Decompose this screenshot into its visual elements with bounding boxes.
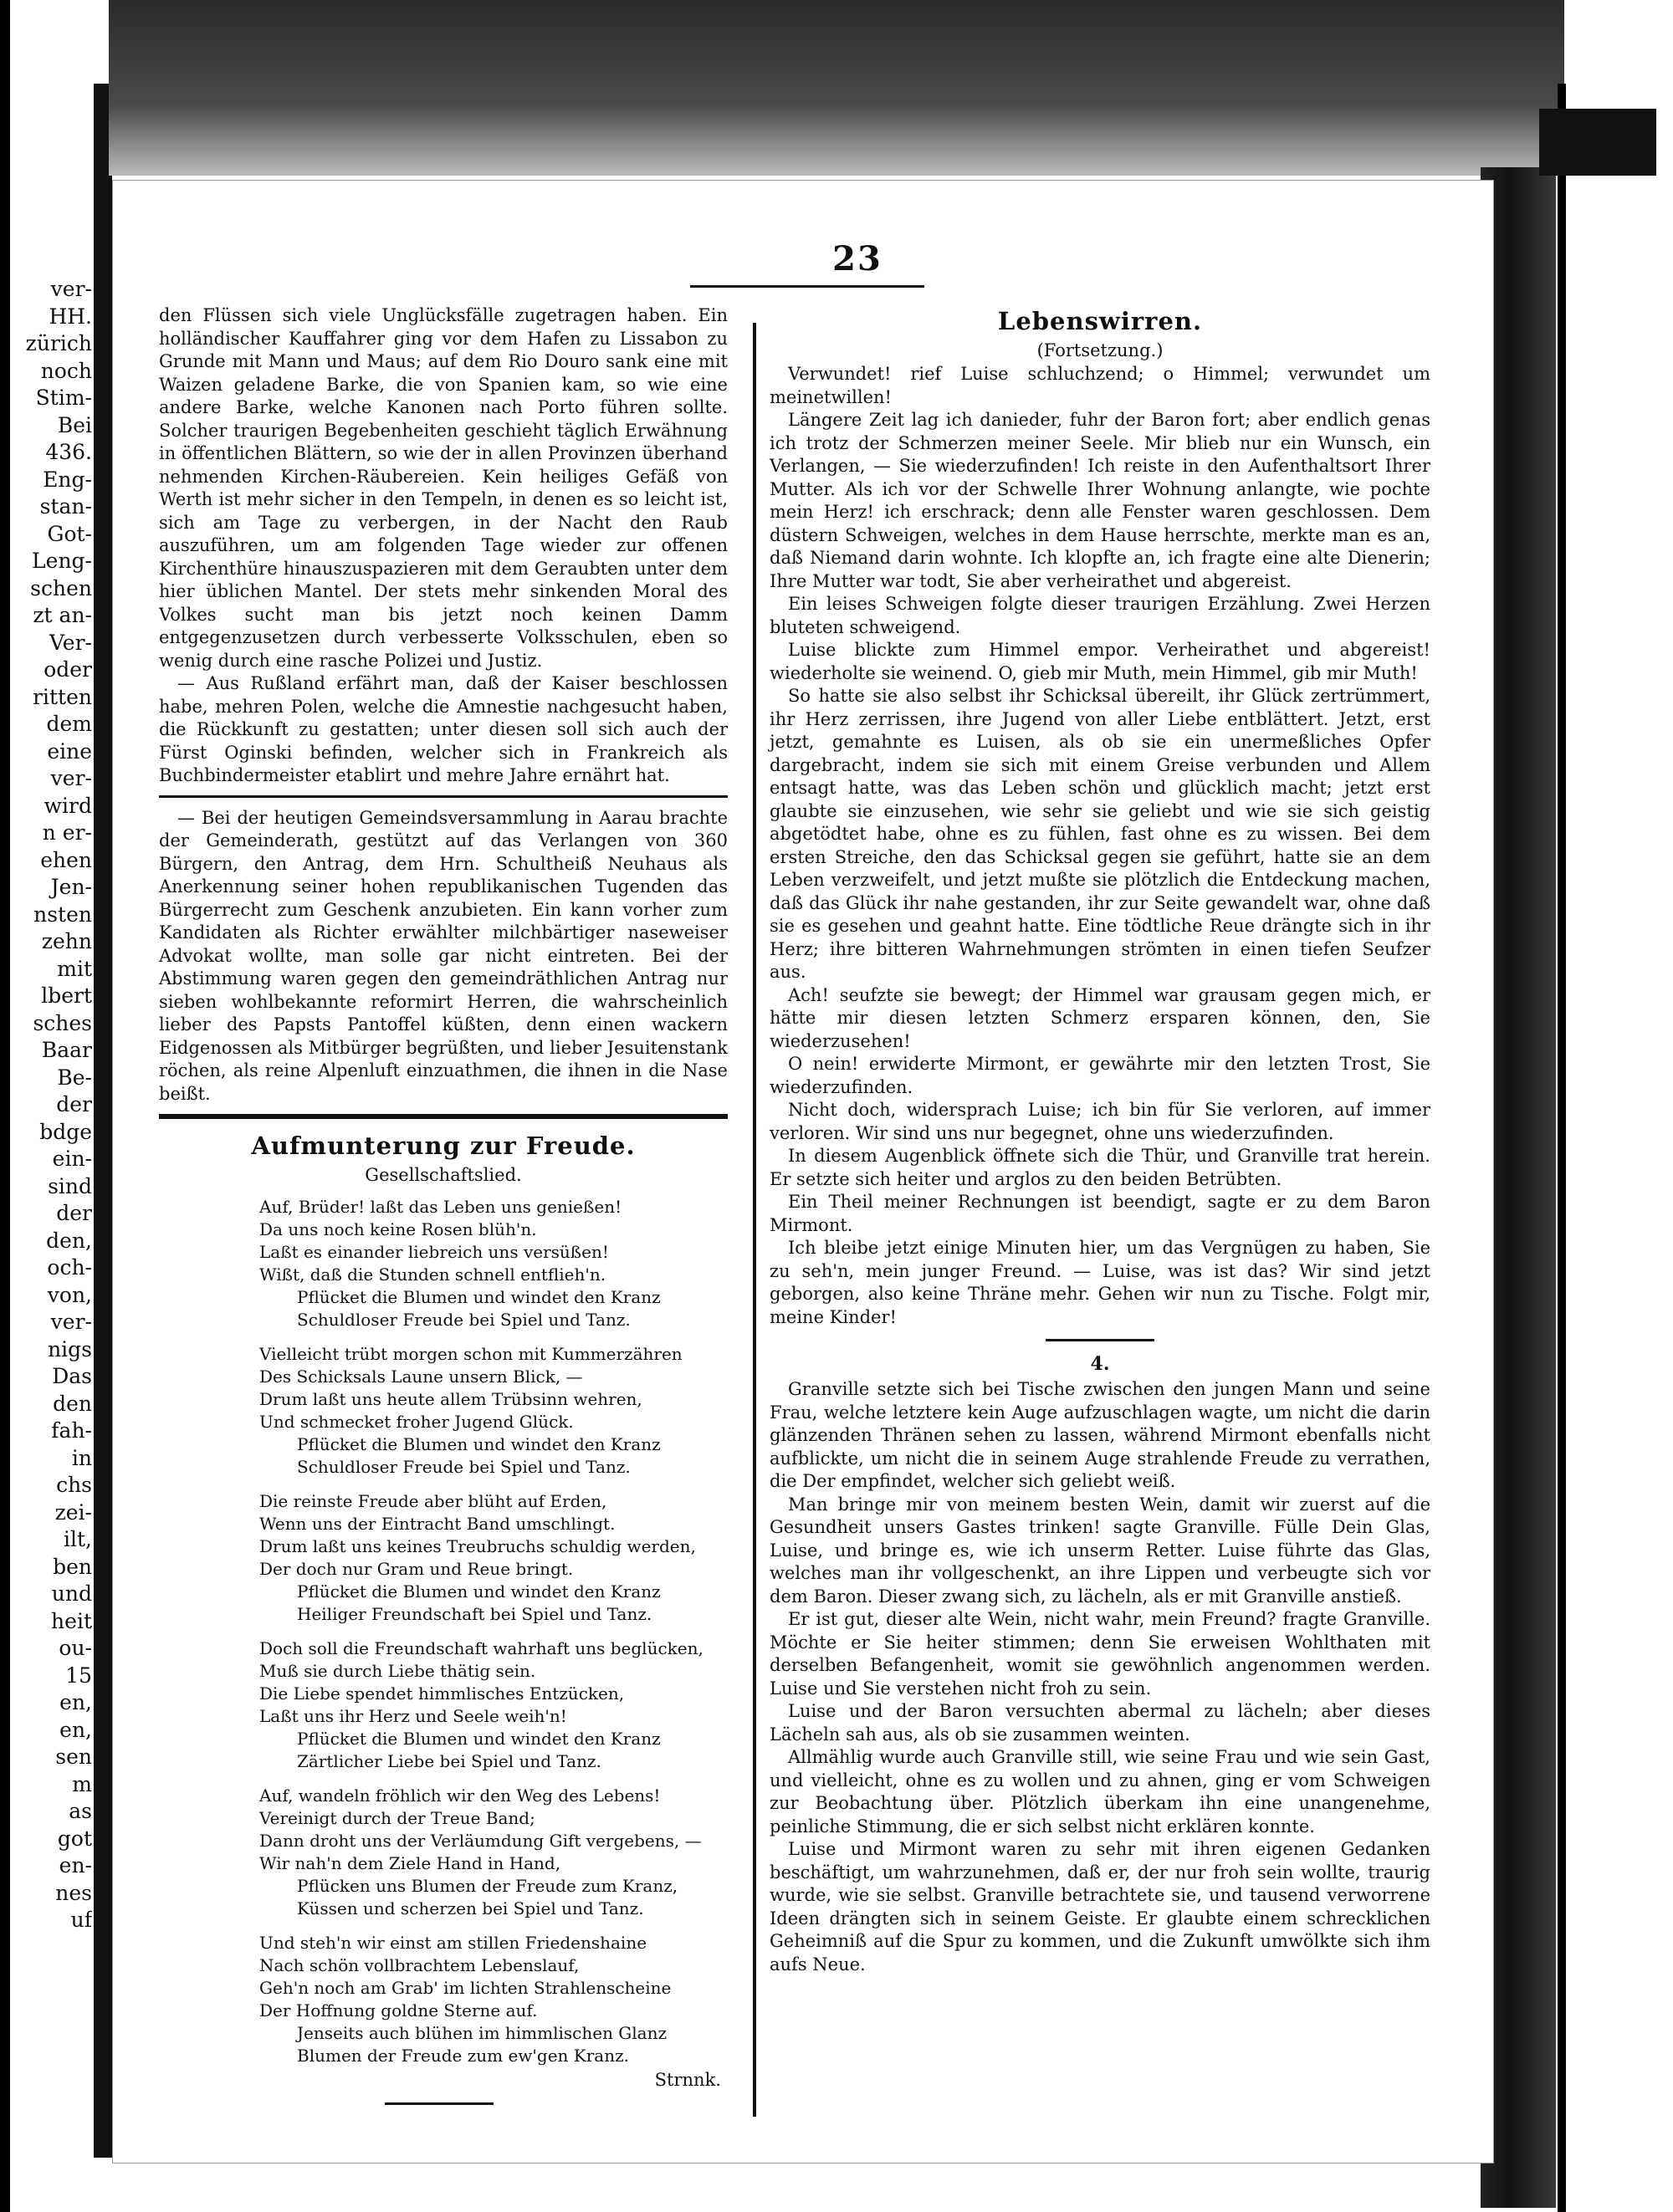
margin-fragment: bdge [39,1119,92,1144]
story-paragraph: Luise und Mirmont waren zu sehr mit ihren eigenen Gedanken beschäftigt, um wahrzunehmen, daß er, der nur froh sein wollte, traurig wurde, wie sie selbst. Granville betrachtete sie, und tausend verworrene Ideen drängten sich in seinem Geiste. Er glaubte einem schrecklichen Geheimniß auf die Spur zu kommen, und die Zukunft umwölkte sich ihm aufs Neue. [770,1839,1430,1974]
poem-line: Schuldloser Freude bei Spiel und Tanz. [297,1310,631,1330]
poem-line: Wir nah'n dem Ziele Hand in Hand, [259,1853,561,1873]
margin-fragment: 436. [45,440,92,464]
margin-fragment: schen [30,575,92,600]
margin-fragment: ben [53,1554,92,1579]
poem-line: Nach schön vollbrachtem Lebenslauf, [259,1955,580,1975]
margin-fragment: zehn [41,929,92,953]
margin-fragment: n er- [42,820,92,845]
story-paragraph: Luise und der Baron versuchten abermal zu lächeln; aber dieses Lächeln sah aus, als ob sie zusammen weinten. [770,1701,1430,1745]
poem-line: Heiliger Freundschaft bei Spiel und Tanz. [297,1604,652,1624]
poem-line: Da uns noch keine Rosen blüh'n. [259,1219,537,1239]
story-paragraph: Luise blickte zum Himmel empor. Verheirathet und abgereist! wiederholte sie weinend. O, gieb mir Muth, mein Himmel, gib mir Muth! [770,640,1430,683]
poem-line: Muß sie durch Liebe thätig sein. [259,1661,536,1681]
poem-line: Der doch nur Gram und Reue bringt. [259,1559,574,1579]
story-paragraph: Er ist gut, dieser alte Wein, nicht wahr, mein Freund? fragte Granville. Möchte er Sie heiter stimmen; denn Sie erweisen Wohlthaten mit derselben Befangenheit, womit sie gewöhnlich angenommen werden. Luise und Sie verstehen nicht froh zu sein. [770,1609,1430,1699]
section-number: 4. [1090,1353,1110,1375]
margin-fragment: ilt, [64,1527,92,1551]
poem-stanza [259,1932,728,2067]
poem-line: Schuldloser Freude bei Spiel und Tanz. [297,1457,631,1477]
story-paragraph: Ein Theil meiner Rechnungen ist beendigt, sagte er zu dem Baron Mirmont. [770,1192,1430,1235]
story-paragraph: So hatte sie also selbst ihr Schicksal übereilt, ihr Glück zertrümmert, ihr Herz zerrissen, ihre Jugend von aller Liebe entblättert. Jetzt, erst jetzt, gemahnte es Luisen, als ob sie ein unermeßliches Opfer dargebracht, indem sie sich mit einem Greise verbunden und Allem entsagt hatte, was das Leben schön und glücklich macht; jetzt erst glaubte sie einzusehen, wie sehr sie geliebt und wie sie sich geistig abgetödtet habe, ohne es zu fühlen, fast ohne es zu wissen. Bei dem ersten Streiche, den das Schicksal gegen sie geführt, hatte sie an dem Leben verzweifelt, und jetzt mußte sie plötzlich die Entdeckung machen, daß das Glück ihr nahe gestanden, ihr zur Seite gewandelt war, ohne daß sie es gesehen und geahnt hatte. Eine tödtliche Reue drängte sich in ihr Herz; ihre bitteren Wahrnehmungen strömten in einen tiefen Seufzer aus. [770,686,1430,982]
margin-fragment: Ver- [49,630,92,655]
margin-fragment: as [69,1799,92,1823]
margin-fragment: 15 [65,1663,92,1688]
poem-stanza [259,1637,728,1773]
margin-fragment: chs [56,1473,92,1497]
scan-top-band [109,0,1564,176]
story-paragraph: Ich bleibe jetzt einige Minuten hier, um das Vergnügen zu haben, Sie zu seh'n, mein junger Freund. — Luise, was ist das? Wir sind jetzt geborgen, also keine Thräne mehr. Gehen wir nun zu Tische. Folgt mir, meine Kinder! [770,1238,1430,1327]
story-part-2 [770,1378,1430,1976]
poem-line: Die reinste Freude aber blüht auf Erden, [259,1491,607,1511]
margin-fragment: von, [47,1282,92,1307]
poem-line: Pflücket die Blumen und windet den Kranz [297,1434,661,1454]
margin-fragment: sen [55,1745,92,1769]
poem-line: Drum laßt uns keines Treubruchs schuldig werden, [259,1536,696,1556]
poem-author: Strnnk. [654,2070,721,2090]
poem-line: Vereinigt durch der Treue Band; [259,1808,535,1828]
left-column [159,304,728,2113]
margin-fragment: zt an- [33,603,92,627]
margin-fragment: ver- [50,277,92,301]
poem-line: Auf, wandeln fröhlich wir den Weg des Lebens! [259,1785,661,1806]
margin-fragment: sches [33,1010,92,1035]
story-title: Lebenswirren. [997,307,1203,335]
margin-fragment: der [56,1201,92,1225]
poem-line: Und schmecket froher Jugend Glück. [259,1412,574,1432]
poem-line: Wißt, daß die Stunden schnell entflieh'n. [259,1264,606,1285]
margin-fragment: nigs [48,1336,92,1361]
newspaper-page [112,180,1494,2163]
story-paragraph: Granville setzte sich bei Tische zwischen den jungen Mann und seine Frau, welche letztere kein Auge aufzuschlagen wagte, um nicht die darin glänzenden Thränen sehen zu lassen, während Mirmont ebenfalls nicht aufblickte, um nicht die in seinem Auge strahlende Freude zu verrathen, die Der empfindet, welcher sich geliebt weiß. [770,1379,1430,1491]
story-paragraph: In diesem Augenblick öffnete sich die Thür, und Granville trat herein. Er setzte sich heiter und arglos zu den beiden Betrübten. [770,1146,1430,1189]
story-part-1 [770,363,1430,1329]
news-paragraph-portugal: den Flüssen sich viele Unglücksfälle zugetragen haben. Ein holländischer Kauffahrer ging vor dem Hafen zu Lissabon zu Grunde mit Mann und Maus; auf dem Rio Douro sank eine mit Waizen geladene Barke, die von Spanien kam, so wie eine andere Barke, welche Kanonen nach Porto führen sollte. Solcher traurigen Begebenheiten geschieht täglich Erwähnung in öffentlichen Blättern, so wie der in allen Provinzen überhand nehmenden Kirchen-Räubereien. Kein heiliges Gefäß von Werth ist mehr sicher in den Tempeln, in denen es so leicht ist, sich am Tage zu verbergen, in der Nacht den Raub auszuführen, um am folgenden Tage wieder zur offenen Kirchenthüre hinauszuspazieren mit dem Geraubten unter dem hier üblichen Mantel. Der stets mehr sinkenden Moral des Volkes sucht man bis jetzt noch keinen Damm entgegenzusetzen durch verbesserte Volksschulen, eben so wenig durch eine rasche Polizei und Justiz. [159,305,728,671]
margin-fragment: stan- [39,494,92,519]
scan-corner-mark [1539,109,1656,176]
poem-line: Und steh'n wir einst am stillen Friedenshaine [259,1933,647,1953]
margin-fragment: uf [70,1908,92,1932]
margin-fragment: Be- [57,1065,92,1090]
margin-fragment: sind [48,1173,92,1198]
story-paragraph: Ach! seufzte sie bewegt; der Himmel war grausam gegen mich, er hätte mir diesen letzten Schmerz ersparen können, den, Sie wiederzusehen! [770,984,1430,1051]
margin-fragment: en, [59,1717,92,1742]
poem-stanza [259,1196,728,1331]
margin-fragment: eine [47,738,92,764]
story-paragraph: Nicht doch, widersprach Luise; ich bin für Sie verloren, auf immer verloren. Wir sind uns nur begegnet, ohne uns wiederzufinden. [770,1100,1430,1143]
poem-line: Zärtlicher Liebe bei Spiel und Tanz. [297,1751,601,1771]
poem-stanza [259,1343,728,1479]
margin-fragment: ver- [50,766,92,790]
section-rule-thick [159,1114,728,1119]
poem-line: Die Liebe spendet himmlisches Entzücken, [259,1683,625,1704]
page-number-rule [690,285,924,288]
margin-fragment: lbert [41,983,92,1008]
poem-subtitle: Gesellschaftslied. [365,1165,522,1185]
margin-fragment: m [72,1771,92,1796]
right-column [770,304,1430,1976]
margin-fragment: heit [51,1608,92,1633]
story-subtitle: (Fortsetzung.) [1036,340,1164,360]
margin-fragment: zei- [54,1499,92,1525]
poem-stanza [259,1785,728,1920]
margin-fragment: Baar [41,1038,92,1062]
margin-fragment: den, [46,1228,92,1253]
poem-line: Wenn uns der Eintracht Band umschlingt. [259,1514,616,1534]
story-paragraph: Allmählig wurde auch Granville still, wie seine Frau und wie sein Gast, und vielleicht, ohne es zu wollen und zu ahnen, ging er vom Schweigen zur Beobachtung über. Plötzlich überkam ihn eine unangenehme, peinliche Stimmung, die er sich selbst nicht erklären konnte. [770,1747,1430,1837]
poem-line: Auf, Brüder! laßt das Leben uns genießen! [259,1197,622,1217]
poem-line: Laßt es einander liebreich uns versüßen! [259,1242,609,1262]
poem-line: Des Schicksals Laune unsern Blick, — [259,1367,583,1387]
story-paragraph: O nein! erwiderte Mirmont, er gewährte mir den letzten Trost, Sie wiederzufinden. [770,1054,1430,1097]
poem-line: Blumen der Freude zum ew'gen Kranz. [297,2046,629,2066]
story-paragraph: Längere Zeit lag ich danieder, fuhr der Baron fort; aber endlich genas ich trotz der Schmerzen meiner Seele. Mir blieb nur ein Wunsch, ein Verlangen, — Sie wiederzufinden! Ich reiste in den Aufenthaltsort Ihrer Mutter. Als ich vor der Schwelle Ihrer Wohnung anlangte, wie pochte mein Herz! ich erschrack; denn alle Fenster waren geschlossen. Dem düstern Schweigen, welches in dem Hause herrschte, merkte man es an, daß Niemand darin wohnte. Ich klopfte an, ich fragte eine alte Dienerin; Ihre Mutter war todt, Sie aber verheirathet und abgereist. [770,410,1430,591]
poem-line: Doch soll die Freundschaft wahrhaft uns beglücken, [259,1638,703,1658]
margin-fragment: ver- [50,1310,92,1334]
poem-line: Laßt uns ihr Herz und Seele weih'n! [259,1706,567,1726]
margin-fragment: en- [59,1853,92,1877]
news-paragraph-aarau: — Bei der heutigen Gemeindsversammlung in Aarau brachte der Gemeinderath, gestützt auf das Verlangen von 360 Bürgern, den Antrag, dem Hrn. Schultheiß Neuhaus als Anerkennung seiner hohen republikanischen Tugenden das Bürgerrecht zum Geschenk anzubieten. Ein kann vorher zum Kandidaten als Richter erwählter milchbärtiger naseweiser Advokat wollte, man solle gar nicht eintreten. Bei der Abstimmung waren gegen den gemeindräthlichen Antrag nur sieben wohlbekannte reformirt Herren, die wahrscheinlich lieber des Papsts Pantoffel küßten, denn einen wackern Eidgenossen als Mitbürger begrüßten, und lieber Jesuitenstank röchen, als reine Alpenluft einzuathmen, die ihnen in die Nase beißt. [159,807,728,1104]
margin-fragment: wird [43,793,92,818]
margin-fragment: fah- [51,1418,92,1443]
poem-line: Dann droht uns der Verläumdung Gift vergebens, — [259,1831,702,1851]
margin-fragment: och- [47,1255,92,1280]
margin-fragment: und [51,1581,92,1606]
story-paragraph: Ein leises Schweigen folgte dieser traurigen Erzählung. Zwei Herzen bluteten schweigend. [770,594,1430,637]
margin-fragment: nes [55,1880,92,1905]
poem-line: Pflücket die Blumen und windet den Kranz [297,1729,661,1749]
section-rule [159,795,728,798]
page-number: 23 [832,239,883,278]
section-rule [1046,1339,1154,1341]
poem-line: Vielleicht trübt morgen schon mit Kummerzähren [259,1344,683,1364]
margin-fragment: got [57,1826,92,1851]
poem-line: Der Hoffnung goldne Sterne auf. [259,2000,538,2020]
margin-fragment: in [71,1445,92,1470]
margin-fragment: Jen- [50,875,92,899]
poem-line: Pflücket die Blumen und windet den Kranz [297,1287,661,1307]
end-rule [385,2102,494,2105]
margin-fragment: ein- [52,1147,92,1171]
margin-fragment: nsten [33,902,92,927]
margin-fragment: Das [52,1364,92,1388]
margin-fragment: der [56,1092,92,1116]
margin-fragment: dem [46,712,92,736]
margin-fragment: den [53,1391,92,1416]
story-paragraph: Verwundet! rief Luise schluchzend; o Himmel; verwundet um meinetwillen! [770,364,1430,407]
news-paragraph-russia: — Aus Rußland erfährt man, daß der Kaiser beschlossen habe, mehren Polen, welche die Amnestie nachgesucht haben, die Rückkunft zu gestatten; unter diesen soll sich auch der Fürst Oginski befinden, welcher sich in Frankreich als Buchbindermeister etablirt und mehre Jahre ernährt hat. [159,673,728,785]
margin-fragment: Bei [57,412,92,437]
story-paragraph: Man bringe mir von meinem besten Wein, damit wir zuerst auf die Gesundheit unsers Gastes trinken! sagte Granville. Fülle Dein Glas, Luise, und bringe es, wie ich unserm Retter. Luise führte das Glas, welches man ihr vollgeschenkt, an ihre Lippen und verbeugte sich vor dem Baron. Dieser zwang sich, zu lächeln, als er mit Granville anstieß. [770,1494,1430,1607]
margin-fragment: HH. [49,304,92,329]
margin-fragment: mit [57,956,92,981]
book-gutter [94,84,112,2158]
margin-fragment: ou- [59,1636,92,1660]
scan-right-edge [1558,84,1566,2212]
margin-fragment: oder [43,657,92,682]
margin-fragment: noch [40,358,92,383]
poem-line: Jenseits auch blühen im himmlischen Glanz [297,2023,668,2043]
margin-fragment: ehen [40,847,92,872]
adjacent-page-fragment [8,276,92,1932]
margin-fragment: en, [59,1690,92,1714]
margin-fragment: Got- [47,521,92,546]
column-divider [753,323,756,2117]
poem-line: Pflücket die Blumen und windet den Kranz [297,1581,661,1602]
margin-fragment: Eng- [43,467,92,492]
poem-line: Geh'n noch am Grab' im lichten Strahlenscheine [259,1978,672,1998]
poem-line: Drum laßt uns heute allem Trübsinn wehren, [259,1389,642,1409]
margin-fragment: ritten [33,684,92,709]
poem [259,1196,728,2067]
margin-fragment: Stim- [35,386,92,410]
margin-fragment: zürich [25,331,92,355]
poem-line: Pflücken uns Blumen der Freude zum Kranz, [297,1876,678,1896]
margin-fragment: Leng- [32,549,92,573]
poem-title: Aufmunterung zur Freude. [251,1132,636,1160]
poem-line: Küssen und scherzen bei Spiel und Tanz. [297,1898,644,1918]
poem-stanza [259,1490,728,1626]
